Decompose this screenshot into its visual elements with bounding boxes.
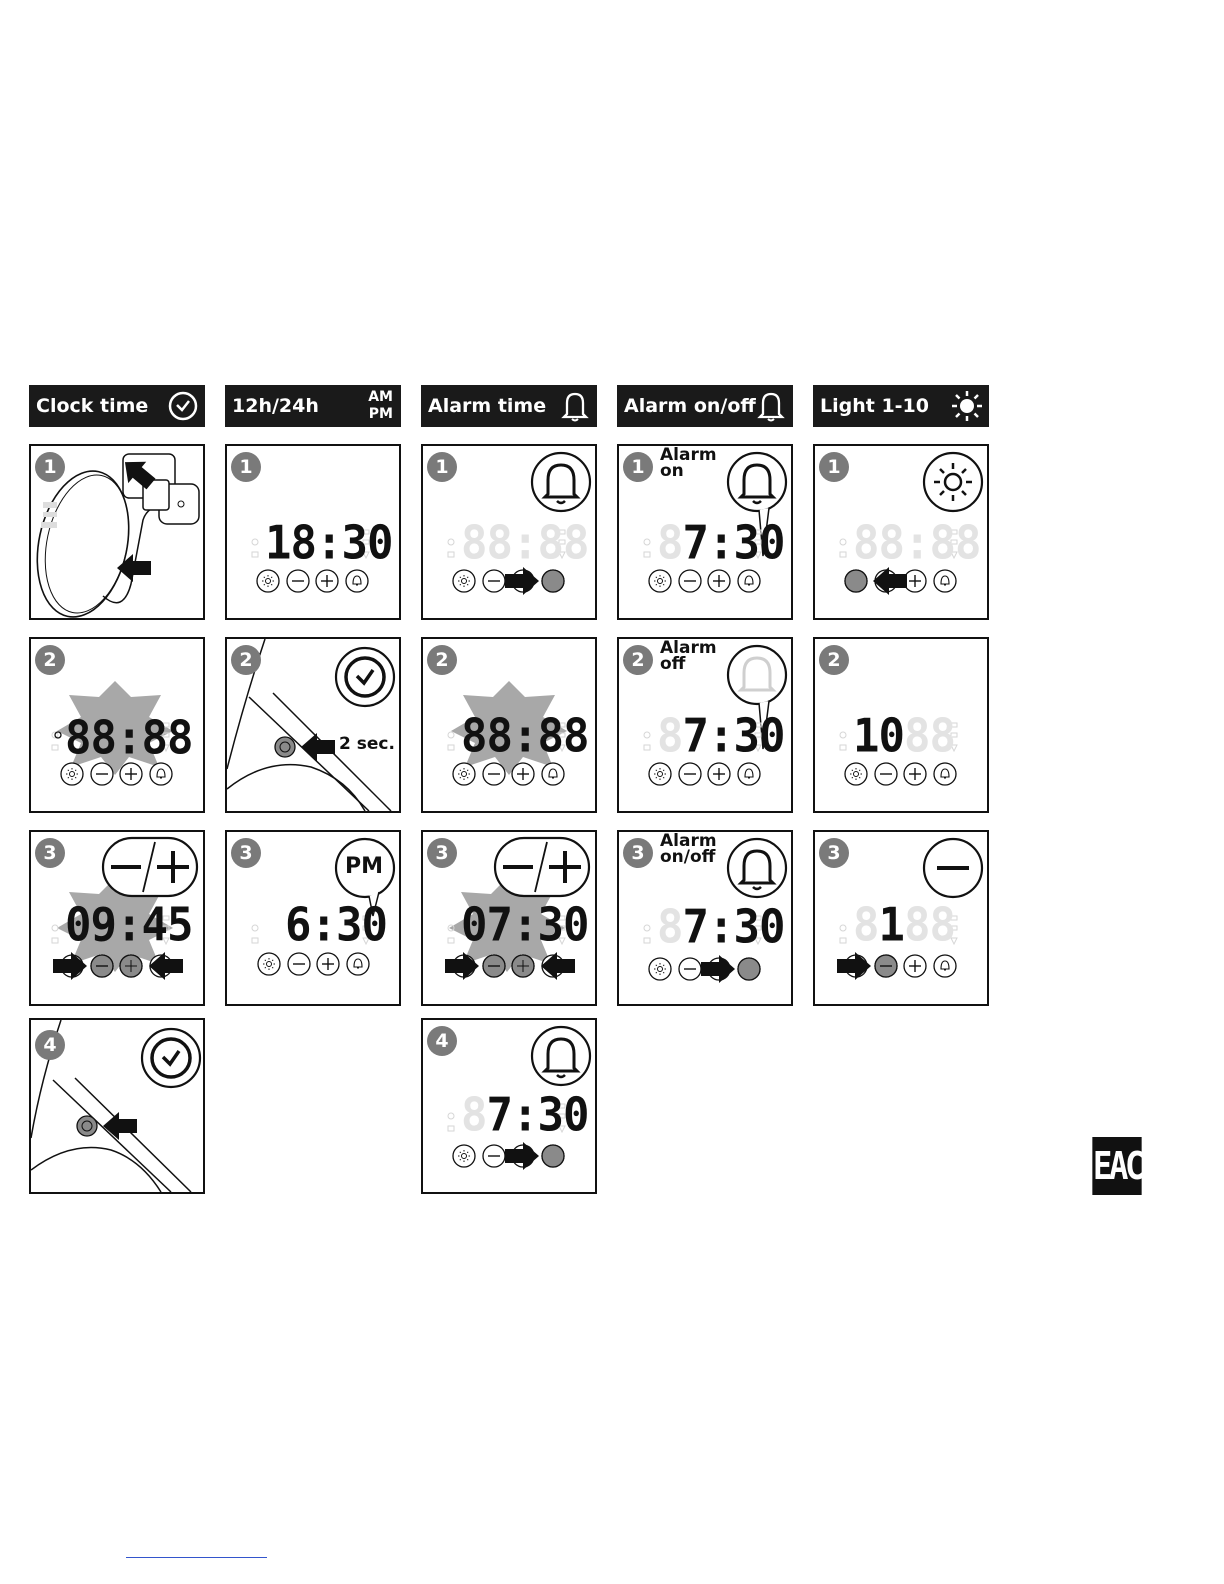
panel-format-2 [225,637,401,813]
time-display: 87:30 [657,900,785,955]
header-light [813,385,989,427]
bell-icon [755,390,787,422]
step-badge: 4 [35,1030,65,1060]
header-clock-time [29,385,205,427]
time-display: 87:30 [657,709,785,764]
bell-icon [559,390,591,422]
step-badge: 2 [819,645,849,675]
panel-onoff-2 [617,637,793,813]
step-badge: 2 [427,645,457,675]
time-display: 88:88 [461,709,589,764]
panel-alarm-2 [421,637,597,813]
step-badge: 1 [427,452,457,482]
header-alarm-on-off [617,385,793,427]
step-badge: 2 [623,645,653,675]
panel-alarm-3 [421,830,597,1006]
panel-format-3 [225,830,401,1006]
step-badge: 4 [427,1026,457,1056]
panel-light-2 [813,637,989,813]
header-label: Alarm time [428,395,547,417]
alarm-on-off-label: Alarm on/off [660,831,717,867]
time-display: 6:30 [285,898,387,953]
panel-clock-4 [29,1018,205,1194]
header-label: Alarm on/off [624,395,756,417]
time-display: 87:30 [657,516,785,571]
time-display: 88:88 [461,516,589,571]
step-badge: 3 [427,838,457,868]
panel-clock-2 [29,637,205,813]
time-display: 88:88 [65,711,193,766]
step-badge: 3 [819,838,849,868]
header-12h-24h [225,385,401,427]
step-badge: 2 [35,645,65,675]
header-alarm-time [421,385,597,427]
panel-light-1 [813,444,989,620]
step-badge: 2 [231,645,261,675]
step-badge: 1 [819,452,849,482]
sun-icon [951,390,983,422]
step-badge: 3 [35,838,65,868]
header-label: Clock time [36,395,149,417]
eac-mark: EAC [1092,1137,1141,1195]
panel-format-1 [225,444,401,620]
time-display: 07:30 [461,898,589,953]
brightness-display: 1088 [853,709,955,764]
panel-alarm-1 [421,444,597,620]
header-label: Light 1-10 [820,395,929,417]
time-display: 87:30 [461,1088,589,1143]
brightness-display: 8188 [853,898,955,953]
step-badge: 1 [623,452,653,482]
panel-clock-3 [29,830,205,1006]
hold-duration: 2 sec. [339,734,395,754]
panel-onoff-1 [617,444,793,620]
am-pm-indicator: AM PM [368,389,393,422]
clock-icon [167,390,199,422]
step-badge: 1 [231,452,261,482]
pm-bubble: PM [345,854,384,879]
panel-onoff-3 [617,830,793,1006]
footer-line [126,1557,267,1558]
step-badge: 3 [623,838,653,868]
time-display: 09:45 [65,898,193,953]
panel-alarm-4 [421,1018,597,1194]
panel-clock-1 [29,444,205,620]
panel-light-3 [813,830,989,1006]
time-display: 18:30 [265,516,393,571]
step-badge: 1 [35,452,65,482]
alarm-off-label: Alarm off [660,638,717,674]
header-label: 12h/24h [232,395,319,417]
time-display: 88:88 [853,516,981,571]
step-badge: 3 [231,838,261,868]
alarm-on-label: Alarm on [660,445,717,481]
